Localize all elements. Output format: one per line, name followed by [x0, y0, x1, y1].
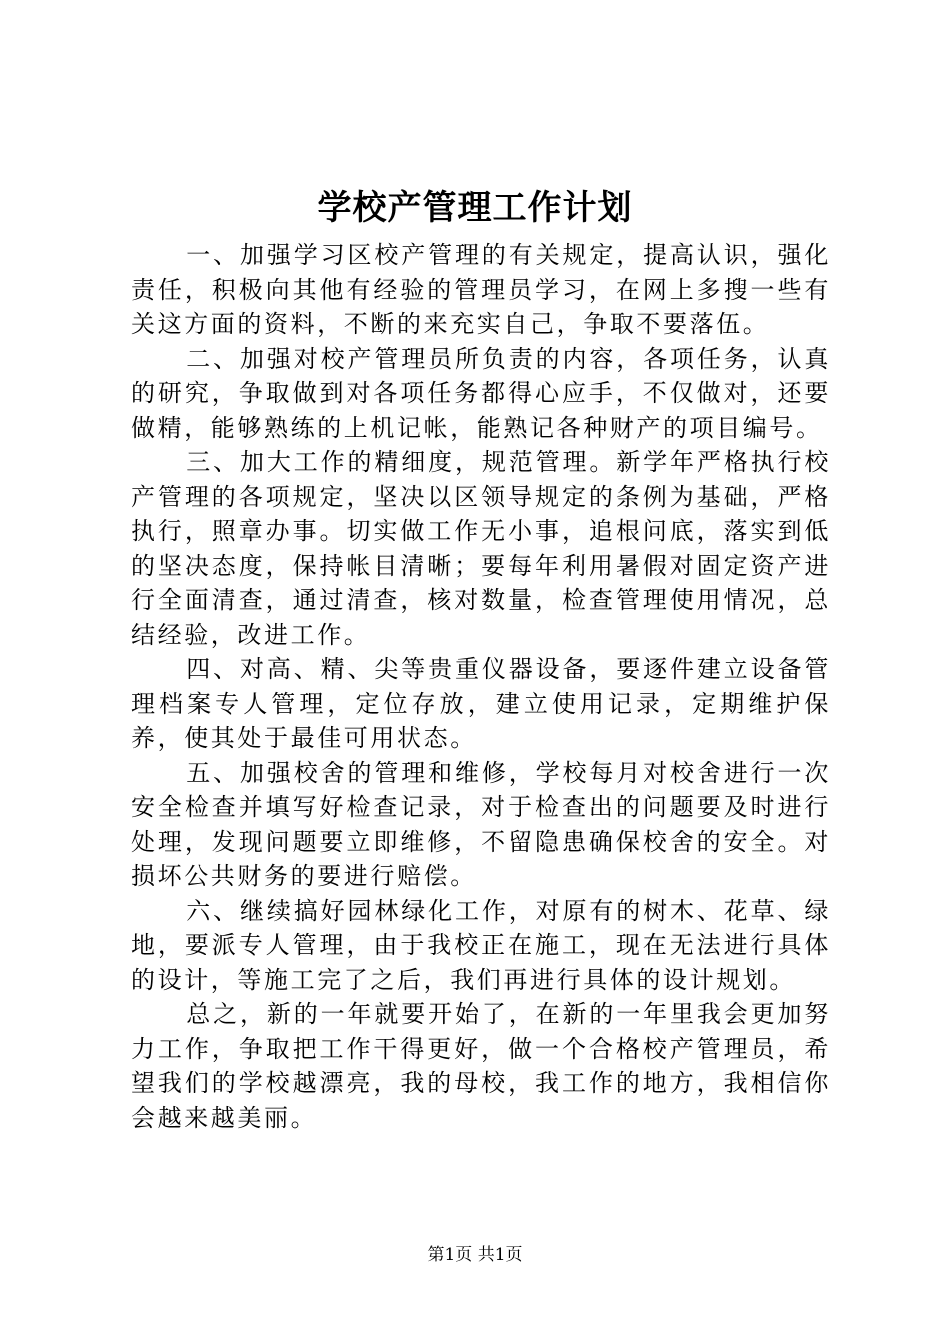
paragraph-2: 二、加强对校产管理员所负责的内容，各项任务，认真的研究，争取做到对各项任务都得心应手，不仅做对，还要做精，能够熟练的上机记帐，能熟记各种财产的项目编号。 [131, 344, 831, 442]
paragraph-6: 六、继续搞好园林绿化工作，对原有的树木、花草、绿地，要派专人管理，由于我校正在施工，现在无法进行具体的设计，等施工完了之后，我们再进行具体的设计规划。 [131, 896, 831, 994]
paragraph-5: 五、加强校舍的管理和维修，学校每月对校舍进行一次安全检查并填写好检查记录，对于检查出的问题要及时进行处理，发现问题要立即维修，不留隐患确保校舍的安全。对损坏公共财务的要进行赔偿。 [131, 758, 831, 890]
paragraph-4: 四、对高、精、尖等贵重仪器设备，要逐件建立设备管理档案专人管理，定位存放，建立使用记录，定期维护保养，使其处于最佳可用状态。 [131, 655, 831, 752]
paragraph-1: 一、加强学习区校产管理的有关规定，提高认识，强化责任，积极向其他有经验的管理员学习，在网上多搜一些有关这方面的资料，不断的来充实自己，争取不要落伍。 [131, 241, 831, 338]
paragraph-7: 总之，新的一年就要开始了，在新的一年里我会更加努力工作，争取把工作干得更好，做一个合格校产管理员，希望我们的学校越漂亮，我的母校，我工作的地方，我相信你会越来越美丽。 [131, 1000, 831, 1132]
page-footer: 第1页 共1页 [427, 1245, 523, 1265]
document-title: 学校产管理工作计划 [317, 188, 633, 228]
document-body [131, 238, 831, 1135]
paragraph-3: 三、加大工作的精细度，规范管理。新学年严格执行校产管理的各项规定，坚决以区领导规定的条例为基础，严格执行，照章办事。切实做工作无小事，追根问底，落实到低的坚决态度，保持帐目清晰；要每年利用暑假对固定资产进行全面清查，通过清查，核对数量，检查管理使用情况，总结经验，改进工作。 [131, 448, 831, 649]
